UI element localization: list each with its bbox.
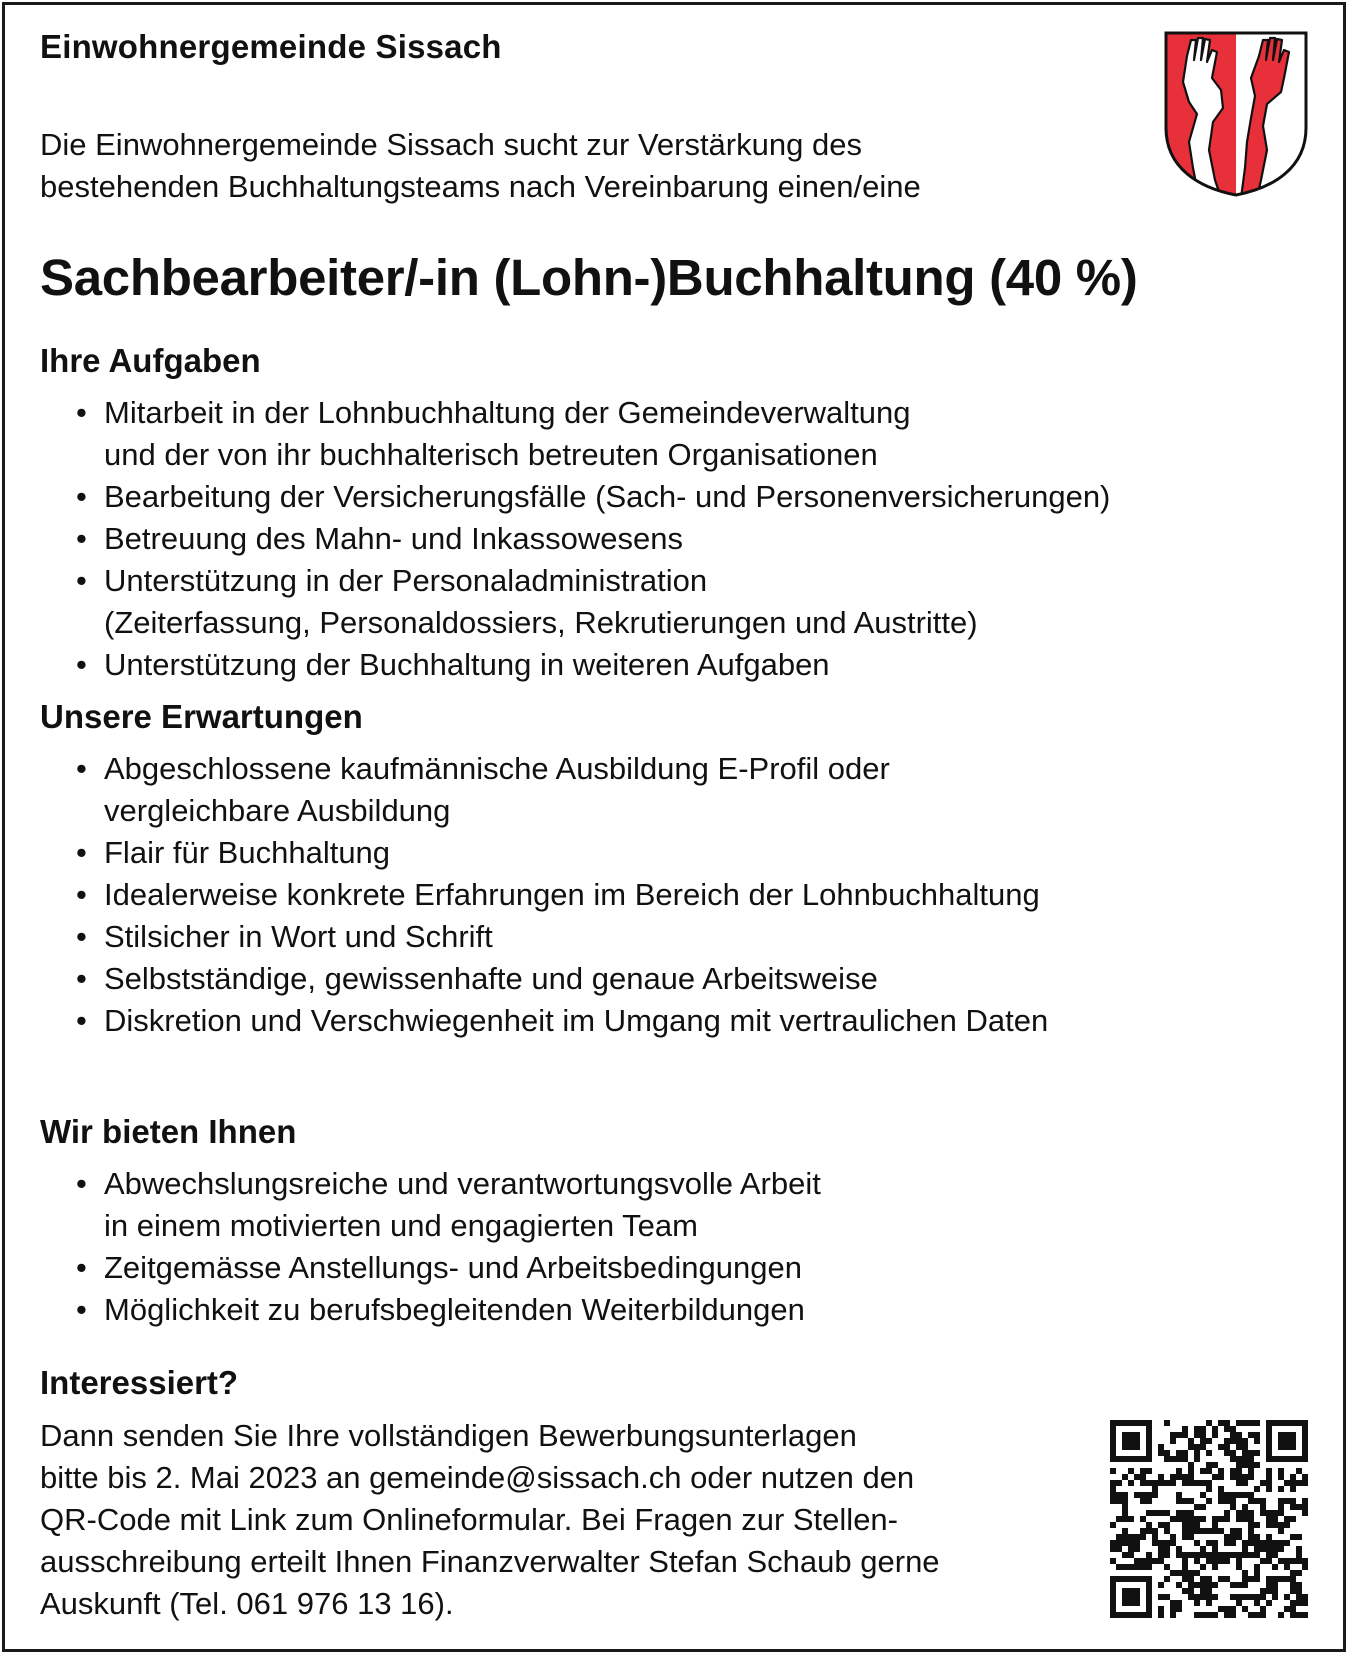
item-line: Diskretion und Verschwiegenheit im Umgang mit vertraulichen Daten: [104, 1003, 1049, 1038]
list-item: [76, 832, 1048, 874]
item-line: Zeitgemässe Anstellungs- und Arbeitsbedingungen: [104, 1250, 802, 1285]
intro-text: [40, 124, 1140, 208]
offer-heading: Wir bieten Ihnen: [40, 1113, 297, 1150]
bullet: •: [76, 835, 87, 870]
list-item: [76, 518, 1110, 560]
list-item: [76, 560, 1110, 644]
list-item: [76, 916, 1048, 958]
bullet: •: [76, 479, 87, 514]
bullet: •: [76, 647, 87, 682]
item-line: Betreuung des Mahn- und Inkassowesens: [104, 521, 684, 556]
item-line: Möglichkeit zu berufsbegleitenden Weiterbildungen: [104, 1292, 805, 1327]
list-item: [76, 476, 1110, 518]
bullet: •: [76, 395, 87, 430]
item-line: Abwechslungsreiche und verantwortungsvolle Arbeit: [104, 1166, 821, 1201]
bullet: •: [76, 919, 87, 954]
item-line: Flair für Buchhaltung: [104, 835, 391, 870]
item-line: Selbstständige, gewissenhafte und genaue Arbeitsweise: [104, 961, 878, 996]
list-item: [76, 874, 1048, 916]
item-line: Bearbeitung der Versicherungsfälle (Sach- und Personenversicherungen): [104, 479, 1111, 514]
tasks-list: [76, 392, 1110, 686]
intro-line: bestehenden Buchhaltungsteams nach Vereinbarung einen/eine: [40, 169, 921, 204]
closing-line: QR-Code mit Link zum Onlineformular. Bei Fragen zur Stellen-: [40, 1502, 898, 1537]
coat-of-arms-icon: [1163, 30, 1309, 198]
expectations-list: [76, 748, 1048, 1042]
closing-line: Auskunft (Tel. 061 976 13 16).: [40, 1586, 454, 1621]
closing-line: ausschreibung erteilt Ihnen Finanzverwalter Stefan Schaub gerne: [40, 1544, 940, 1579]
bullet: •: [76, 1003, 87, 1038]
item-line: Abgeschlossene kaufmännische Ausbildung E-Profil oder: [104, 751, 890, 786]
item-line: Stilsicher in Wort und Schrift: [104, 919, 493, 954]
item-line: und der von ihr buchhalterisch betreuten Organisationen: [104, 437, 878, 472]
item-line: in einem motivierten und engagierten Team: [104, 1208, 698, 1243]
bullet: •: [76, 961, 87, 996]
bullet: •: [76, 1250, 87, 1285]
organization-name: Einwohnergemeinde Sissach: [40, 28, 502, 65]
job-title: Sachbearbeiter/-in (Lohn-)Buchhaltung (40 %): [40, 249, 1138, 306]
item-line: Unterstützung der Buchhaltung in weiteren Aufgaben: [104, 647, 830, 682]
list-item: [76, 1289, 821, 1331]
list-item: [76, 748, 1048, 832]
interested-heading: Interessiert?: [40, 1364, 239, 1401]
list-item: [76, 1000, 1048, 1042]
item-line: vergleichbare Ausbildung: [104, 793, 451, 828]
tasks-heading: Ihre Aufgaben: [40, 342, 261, 379]
application-instructions: [40, 1415, 1090, 1625]
list-item: [76, 1247, 821, 1289]
item-line: Unterstützung in der Personaladministration: [104, 563, 708, 598]
list-item: [76, 1163, 821, 1247]
closing-line: Dann senden Sie Ihre vollständigen Bewerbungsunterlagen: [40, 1418, 857, 1453]
item-line: Idealerweise konkrete Erfahrungen im Bereich der Lohnbuchhaltung: [104, 877, 1040, 912]
list-item: [76, 644, 1110, 686]
bullet: •: [76, 563, 87, 598]
list-item: [76, 958, 1048, 1000]
item-line: Mitarbeit in der Lohnbuchhaltung der Gemeindeverwaltung: [104, 395, 911, 430]
list-item: [76, 392, 1110, 476]
expectations-heading: Unsere Erwartungen: [40, 698, 363, 735]
bullet: •: [76, 1166, 87, 1201]
closing-line[interactable]: bitte bis 2. Mai 2023 an gemeinde@sissach.ch oder nutzen den: [40, 1460, 915, 1495]
bullet: •: [76, 1292, 87, 1327]
bullet: •: [76, 877, 87, 912]
offer-list: [76, 1163, 821, 1331]
item-line: (Zeiterfassung, Personaldossiers, Rekrutierungen und Austritte): [104, 605, 978, 640]
qr-code-icon[interactable]: [1110, 1420, 1308, 1618]
intro-line: Die Einwohnergemeinde Sissach sucht zur Verstärkung des: [40, 127, 862, 162]
bullet: •: [76, 521, 87, 556]
bullet: •: [76, 751, 87, 786]
